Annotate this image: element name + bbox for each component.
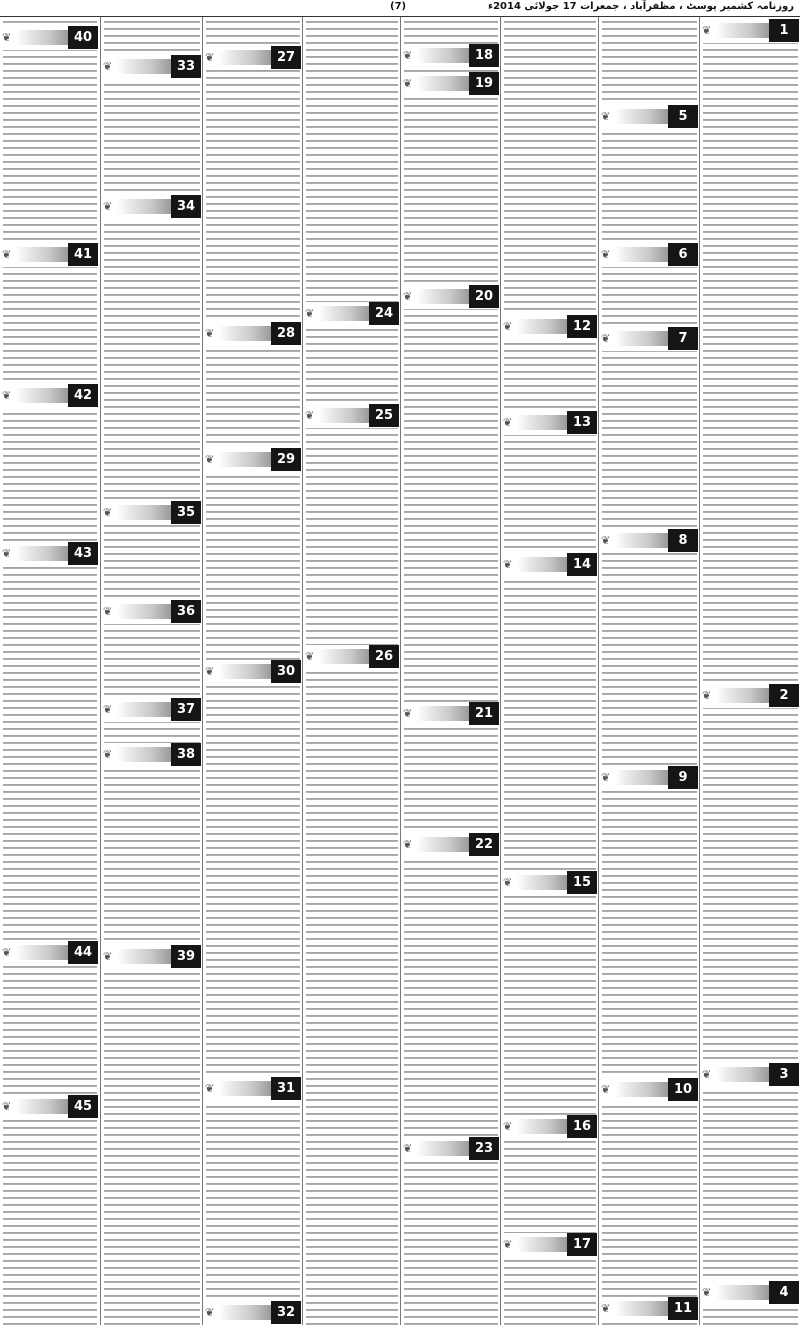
story-header-12 <box>503 315 597 339</box>
header-bar <box>117 747 171 762</box>
header-bar <box>417 837 469 852</box>
story-header-25 <box>305 404 399 428</box>
header-bar <box>615 533 668 548</box>
column-7 <box>100 17 203 1325</box>
column-5 <box>302 17 401 1325</box>
leaf-icon: ❦ <box>103 605 113 618</box>
header-bar <box>117 702 171 717</box>
header-bar <box>517 415 567 430</box>
masthead <box>0 0 800 17</box>
leaf-icon: ❦ <box>503 876 513 889</box>
story-header-34 <box>103 195 201 219</box>
leaf-icon: ❦ <box>205 453 215 466</box>
leaf-icon: ❦ <box>305 307 315 320</box>
story-header-20 <box>403 285 499 309</box>
story-header-39 <box>103 945 201 969</box>
header-bar <box>219 1081 271 1096</box>
leaf-icon: ❦ <box>2 31 12 44</box>
leaf-icon: ❦ <box>305 409 315 422</box>
story-header-42 <box>2 384 98 408</box>
header-bar <box>117 505 171 520</box>
header-bar <box>716 1067 769 1082</box>
story-number: 13 <box>567 411 597 434</box>
column-3 <box>500 17 599 1325</box>
header-bar <box>716 1285 769 1300</box>
story-header-30 <box>205 660 301 684</box>
story-header-14 <box>503 553 597 577</box>
story-header-9 <box>601 766 698 790</box>
leaf-icon: ❦ <box>305 650 315 663</box>
story-number: 19 <box>469 72 499 95</box>
story-number: 2 <box>769 684 799 707</box>
header-bar <box>615 770 668 785</box>
leaf-icon: ❦ <box>503 1238 513 1251</box>
story-header-43 <box>2 542 98 566</box>
header-bar <box>517 1119 567 1134</box>
story-number: 31 <box>271 1077 301 1100</box>
header-bar <box>615 109 668 124</box>
leaf-icon: ❦ <box>103 748 113 761</box>
story-header-6 <box>601 243 698 267</box>
story-number: 27 <box>271 46 301 69</box>
story-number: 45 <box>68 1095 98 1118</box>
story-number: 9 <box>668 766 698 789</box>
header-bar <box>117 949 171 964</box>
story-header-41 <box>2 243 98 267</box>
story-number: 36 <box>171 600 201 623</box>
header-bar <box>117 604 171 619</box>
story-header-3 <box>702 1063 799 1087</box>
header-bar <box>615 247 668 262</box>
header-bar <box>219 452 271 467</box>
header-bar <box>16 388 68 403</box>
leaf-icon: ❦ <box>103 506 113 519</box>
leaf-icon: ❦ <box>503 320 513 333</box>
story-header-8 <box>601 529 698 553</box>
leaf-icon: ❦ <box>702 1286 712 1299</box>
story-header-40 <box>2 26 98 50</box>
leaf-icon: ❦ <box>403 49 413 62</box>
text-body <box>703 17 798 1325</box>
leaf-icon: ❦ <box>403 1142 413 1155</box>
leaf-icon: ❦ <box>403 77 413 90</box>
header-bar <box>117 199 171 214</box>
leaf-icon: ❦ <box>205 1306 215 1319</box>
story-number: 3 <box>769 1063 799 1086</box>
story-header-33 <box>103 55 201 79</box>
story-number: 35 <box>171 501 201 524</box>
story-number: 6 <box>668 243 698 266</box>
header-bar <box>716 23 769 38</box>
header-bar <box>417 76 469 91</box>
story-number: 8 <box>668 529 698 552</box>
column-4 <box>400 17 501 1325</box>
story-number: 43 <box>68 542 98 565</box>
header-bar <box>219 50 271 65</box>
story-header-5 <box>601 105 698 129</box>
header-bar <box>219 326 271 341</box>
leaf-icon: ❦ <box>601 332 611 345</box>
story-number: 11 <box>668 1297 698 1320</box>
story-number: 12 <box>567 315 597 338</box>
paper-title: روزنامہ کشمیر پوسٹ ، مظفرآباد ، جمعرات 17 جولائی 2014ء <box>487 1 794 12</box>
text-body <box>3 17 97 1325</box>
leaf-icon: ❦ <box>2 1100 12 1113</box>
leaf-icon: ❦ <box>205 665 215 678</box>
story-number: 10 <box>668 1078 698 1101</box>
leaf-icon: ❦ <box>205 327 215 340</box>
story-number: 33 <box>171 55 201 78</box>
header-bar <box>417 48 469 63</box>
header-bar <box>16 1099 68 1114</box>
text-body <box>306 17 398 1325</box>
header-bar <box>16 945 68 960</box>
story-header-28 <box>205 322 301 346</box>
story-header-23 <box>403 1137 499 1161</box>
story-header-26 <box>305 645 399 669</box>
text-body <box>602 17 697 1325</box>
header-bar <box>319 649 369 664</box>
story-header-10 <box>601 1078 698 1102</box>
story-number: 40 <box>68 26 98 49</box>
story-number: 20 <box>469 285 499 308</box>
story-number: 22 <box>469 833 499 856</box>
leaf-icon: ❦ <box>2 547 12 560</box>
story-header-7 <box>601 327 698 351</box>
header-bar <box>517 319 567 334</box>
leaf-icon: ❦ <box>503 416 513 429</box>
header-bar <box>219 664 271 679</box>
header-bar <box>219 1305 271 1320</box>
leaf-icon: ❦ <box>702 689 712 702</box>
story-header-18 <box>403 44 499 68</box>
story-header-36 <box>103 600 201 624</box>
leaf-icon: ❦ <box>205 51 215 64</box>
story-header-38 <box>103 743 201 767</box>
leaf-icon: ❦ <box>403 707 413 720</box>
leaf-icon: ❦ <box>601 248 611 261</box>
story-number: 38 <box>171 743 201 766</box>
leaf-icon: ❦ <box>2 248 12 261</box>
leaf-icon: ❦ <box>2 389 12 402</box>
leaf-icon: ❦ <box>205 1082 215 1095</box>
header-bar <box>16 546 68 561</box>
story-number: 25 <box>369 404 399 427</box>
story-number: 29 <box>271 448 301 471</box>
header-bar <box>417 1141 469 1156</box>
story-number: 4 <box>769 1281 799 1304</box>
story-number: 39 <box>171 945 201 968</box>
leaf-icon: ❦ <box>702 24 712 37</box>
header-bar <box>417 289 469 304</box>
story-number: 30 <box>271 660 301 683</box>
header-bar <box>117 59 171 74</box>
story-number: 34 <box>171 195 201 218</box>
leaf-icon: ❦ <box>702 1068 712 1081</box>
story-header-24 <box>305 302 399 326</box>
header-bar <box>319 408 369 423</box>
story-number: 17 <box>567 1233 597 1256</box>
header-bar <box>517 557 567 572</box>
column-8 <box>0 17 100 1325</box>
story-number: 18 <box>469 44 499 67</box>
leaf-icon: ❦ <box>601 1083 611 1096</box>
header-bar <box>16 30 68 45</box>
header-bar <box>517 1237 567 1252</box>
story-header-22 <box>403 833 499 857</box>
story-header-21 <box>403 702 499 726</box>
header-bar <box>615 1082 668 1097</box>
leaf-icon: ❦ <box>601 1302 611 1315</box>
story-number: 14 <box>567 553 597 576</box>
column-1 <box>699 17 800 1325</box>
leaf-icon: ❦ <box>103 950 113 963</box>
leaf-icon: ❦ <box>403 290 413 303</box>
header-bar <box>517 875 567 890</box>
story-header-13 <box>503 411 597 435</box>
story-number: 21 <box>469 702 499 725</box>
story-number: 42 <box>68 384 98 407</box>
story-number: 5 <box>668 105 698 128</box>
story-number: 44 <box>68 941 98 964</box>
leaf-icon: ❦ <box>601 110 611 123</box>
story-number: 32 <box>271 1301 301 1324</box>
leaf-icon: ❦ <box>103 200 113 213</box>
story-header-17 <box>503 1233 597 1257</box>
story-number: 7 <box>668 327 698 350</box>
column-6 <box>202 17 303 1325</box>
story-header-37 <box>103 698 201 722</box>
story-number: 23 <box>469 1137 499 1160</box>
story-header-35 <box>103 501 201 525</box>
story-header-1 <box>702 19 799 43</box>
leaf-icon: ❦ <box>2 946 12 959</box>
story-header-45 <box>2 1095 98 1119</box>
text-body <box>404 17 498 1325</box>
story-header-32 <box>205 1301 301 1325</box>
leaf-icon: ❦ <box>503 1120 513 1133</box>
story-header-4 <box>702 1281 799 1305</box>
leaf-icon: ❦ <box>503 558 513 571</box>
story-number: 26 <box>369 645 399 668</box>
header-bar <box>16 247 68 262</box>
header-bar <box>615 1301 668 1316</box>
story-header-29 <box>205 448 301 472</box>
header-bar <box>716 688 769 703</box>
story-header-16 <box>503 1115 597 1139</box>
leaf-icon: ❦ <box>601 771 611 784</box>
story-number: 24 <box>369 302 399 325</box>
column-2 <box>598 17 700 1325</box>
header-bar <box>319 306 369 321</box>
header-bar <box>615 331 668 346</box>
story-header-2 <box>702 684 799 708</box>
story-number: 16 <box>567 1115 597 1138</box>
leaf-icon: ❦ <box>601 534 611 547</box>
story-number: 37 <box>171 698 201 721</box>
story-number: 1 <box>769 19 799 42</box>
page-number: (7) <box>390 1 407 12</box>
story-header-27 <box>205 46 301 70</box>
leaf-icon: ❦ <box>403 838 413 851</box>
story-number: 28 <box>271 322 301 345</box>
leaf-icon: ❦ <box>103 703 113 716</box>
story-header-11 <box>601 1297 698 1321</box>
story-number: 41 <box>68 243 98 266</box>
story-header-19 <box>403 72 499 96</box>
story-number: 15 <box>567 871 597 894</box>
story-header-15 <box>503 871 597 895</box>
story-header-31 <box>205 1077 301 1101</box>
header-bar <box>417 706 469 721</box>
story-header-44 <box>2 941 98 965</box>
leaf-icon: ❦ <box>103 60 113 73</box>
